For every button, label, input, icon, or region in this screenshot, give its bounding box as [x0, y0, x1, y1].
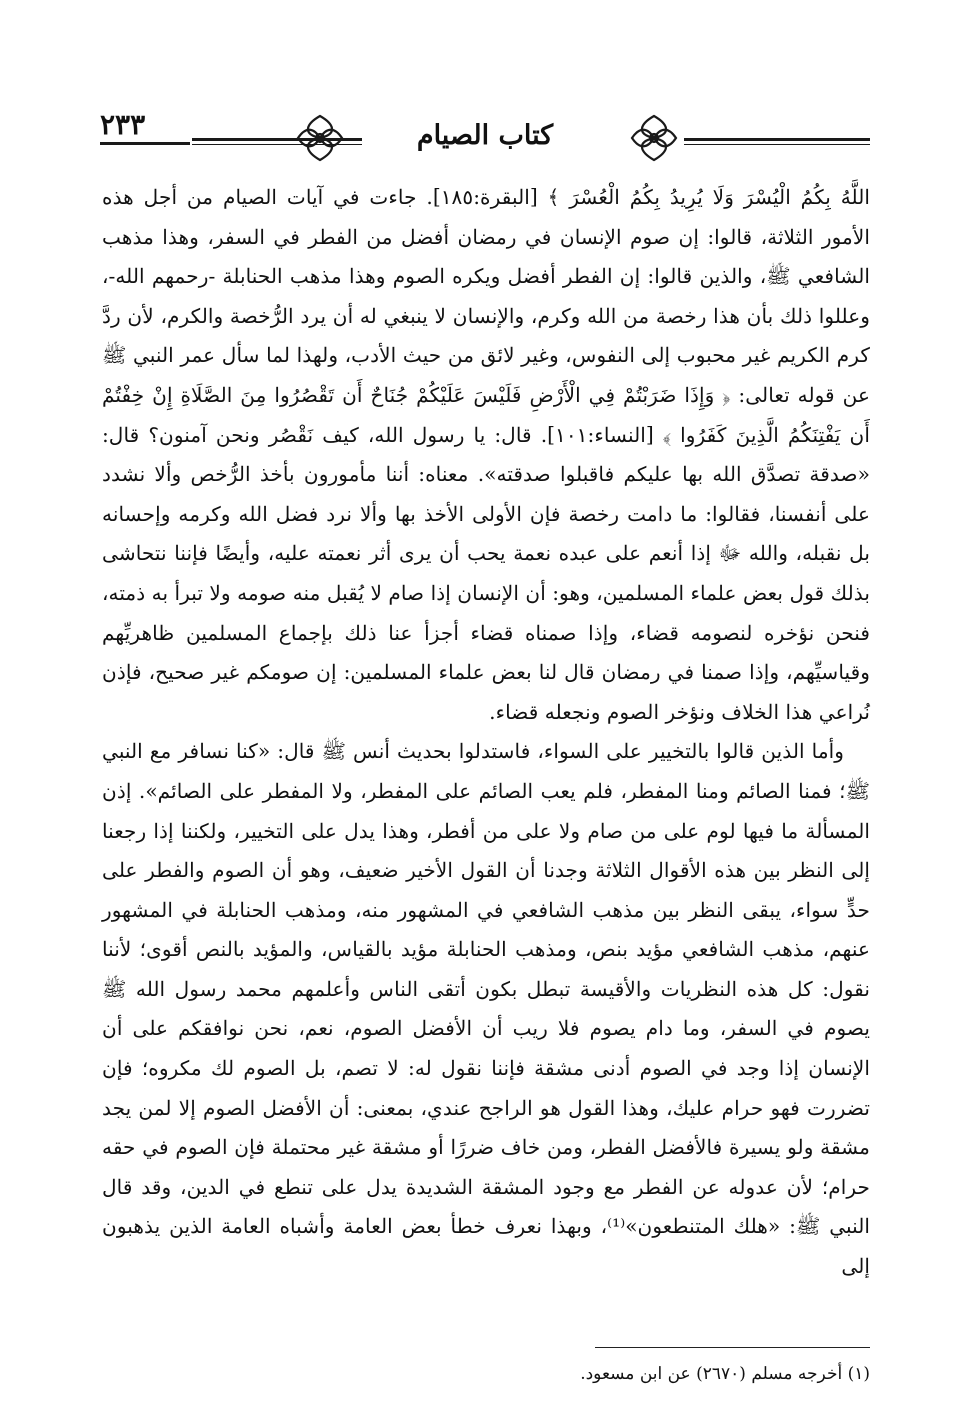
main-text	[102, 178, 870, 1287]
ornament-right-icon	[628, 112, 680, 164]
page-header	[100, 108, 870, 170]
header-rule-right-thin	[684, 144, 870, 145]
ornament-left-icon	[294, 112, 346, 164]
footnote: (١) أخرجه مسلم (٢٦٧٠) عن ابن مسعود.	[580, 1364, 870, 1384]
header-rule-right	[684, 138, 870, 141]
footnote-separator	[595, 1347, 870, 1348]
paragraph: وأما الذين قالوا بالتخيير على السواء، فاستدلوا بحديث أنس ﷺ قال: «كنا نسافر مع النبي ﷺ؛ فمنا الصائم ومنا المفطر، فلم يعب الصائم على المفطر، ولا المفطر على الصائم». إذن المسألة ما فيها لوم على من صام ولا على من أفطر، وهذا يدل على التخيير، ولكننا إذا رجعنا إلى النظر بين هذه الأقوال الثلاثة وجدنا أن القول الأخير ضعيف، وهو أن الصوم والفطر على حدٍّ سواء، يبقى النظر بين مذهب الشافعي في المشهور منه، ومذهب الحنابلة في المشهور عنهم، مذهب الشافعي مؤيد بنص، ومذهب الحنابلة مؤيد بالقياس، والمؤيد بالنص أقوى؛ لأننا نقول: كل هذه النظريات والأقيسة تبطل بكون أتقى الناس وأعلمهم محمد رسول الله ﷺ يصوم في السفر، وما دام يصوم فلا ريب أن الأفضل الصوم، نعم، نحن نوافقكم على أن الإنسان إذا وجد في الصوم أدنى مشقة فإننا نقول له: لا تصم، بل الصوم لك مكروه؛ فإن تضررت فهو حرام عليك، وهذا القول هو الراجح عندي، بمعنى: أن الأفضل الصوم إلا لمن يجد مشقة ولو يسيرة فالأفضل الفطر، ومن خاف ضررًا أو مشقة غير محتملة فإن الصوم في حقه حرام؛ لأن عدوله عن الفطر مع وجود المشقة الشديدة يدل على تنطع في الدين، وقد قال النبي ﷺ: «هلك المتنطعون»⁽¹⁾، وبهذا نعرف خطأ بعض العامة وأشباه العامة الذين يذهبون إلى	[102, 739, 870, 1279]
page-number: ٢٣٣	[100, 108, 190, 145]
book-title: كتاب الصيام	[416, 120, 554, 151]
paragraph: اللَّهُ بِكُمُ الْيُسْرَ وَلَا يُرِيدُ بِكُمُ الْعُسْرَ ﴾ [البقرة:١٨٥]. جاءت في آيات الصيام من أجل هذه الأمور الثلاثة، قالوا: إن صوم الإنسان في رمضان أفضل من الفطر في السفر، وهذا مذهب الشافعي ﷺ، والذين قالوا: إن الفطر أفضل ويكره الصوم وهذا مذهب الحنابلة -رحمهم الله-، وعللوا ذلك بأن هذا رخصة من الله وكرم، والإنسان لا ينبغي له أن يرد الرُّخصة والكرم، لأن ردَّ كرم الكريم غير محبوب إلى النفوس، وغير لائق من حيث الأدب، ولهذا لما سأل عمر النبي ﷺ عن قوله تعالى: ﴿ وَإِذَا ضَرَبْتُمْ فِي الْأَرْضِ فَلَيْسَ عَلَيْكُمْ جُنَاحٌ أَن تَقْصُرُوا مِنَ الصَّلَاةِ إِنْ خِفْتُمْ أَن يَفْتِنَكُمُ الَّذِينَ كَفَرُوا ﴾ [النساء:١٠١]. قال: يا رسول الله، كيف نَقْصُر ونحن آمنون؟ قال: «صدقة تصدَّق الله بها عليكم فاقبلوا صدقته». معناه: أننا مأمورون بأخذ الرُّخص وألا نشدد على أنفسنا، فقالوا: ما دامت رخصة فإن الأولى الأخذ بها وألا نرد فضل الله وكرمه وإحسانه بل نقبله، والله ﷻ إذا أنعم على عبده نعمة يحب أن يرى أثر نعمته عليه، وأيضًا فإننا نتحاشى بذلك قول بعض علماء المسلمين، وهو: أن الإنسان إذا صام لا يُقبل منه صومه ولا تبرأ به ذمته، فنحن نؤخره لنصومه قضاء، وإذا صمناه قضاء أجزأ عنا ذلك بإجماع المسلمين ظاهريِّهم وقياسيِّهم، وإذا صمنا في رمضان قال لنا بعض علماء المسلمين: إن صومكم غير صحيح، فإذن نُراعي هذا الخلاف ونؤخر الصوم ونجعله قضاء.	[102, 185, 870, 724]
